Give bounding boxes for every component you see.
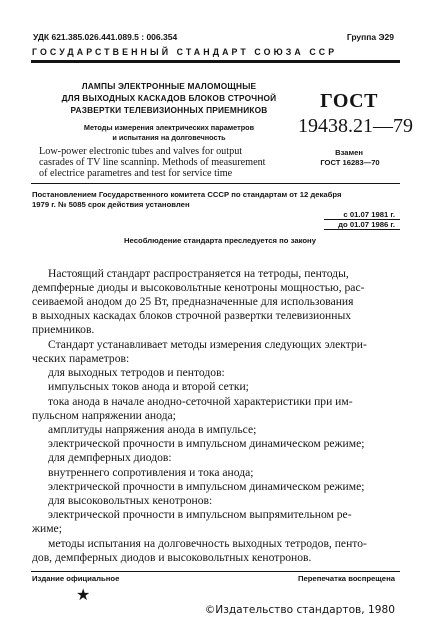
title-line-1: ЛАМПЫ ЭЛЕКТРОННЫЕ МАЛОМОЩНЫЕ xyxy=(81,81,257,91)
udk-code: УДК 621.385.026.441.089.5 : 006.354 xyxy=(33,32,178,42)
body-line: для высоковольтных кенотронов: xyxy=(48,494,213,507)
body-line: демпферные диоды и высоковольтные кенотроны мощностью, рас- xyxy=(32,281,365,294)
star-icon: ★ xyxy=(76,585,91,604)
state-standard-heading: ГОСУДАРСТВЕННЫЙ СТАНДАРТ СОЮЗА ССР xyxy=(32,47,338,57)
group-code: Группа Э29 xyxy=(346,32,394,42)
body-line: ческих параметров: xyxy=(32,352,130,365)
title-rule xyxy=(31,183,400,184)
body-line: Стандарт устанавливает методы измерения следующих электри- xyxy=(48,338,367,351)
body-line: пульсном напряжении анода; xyxy=(32,409,176,422)
english-title-line-3: of electrice parametres and test for service time xyxy=(39,168,233,179)
body-line: в выходных каскадах блоков строчной развертки телевизионных xyxy=(32,309,352,322)
english-title-line-2: casrades of TV line scanninp. Methods of measurement xyxy=(39,157,266,168)
body-line: для демпферных диодов: xyxy=(48,451,172,464)
body-line: электрической прочности в импульсном динамическом режиме; xyxy=(48,437,365,450)
body-line: дов, демпферных диодов и высоковольтных кенотронов. xyxy=(32,551,312,564)
english-title-line-1: Low-power electronic tubes and valves for output xyxy=(39,146,243,157)
body-line: сеиваемой анодом до 25 Вт, предназначенные для использования xyxy=(32,295,354,308)
approval-line-1: Постановлением Государственного комитета СССР по стандартам от 12 декабря xyxy=(32,190,342,199)
body-line: импульсных токов анода и второй сетки; xyxy=(48,380,249,393)
body-line: жиме; xyxy=(32,522,62,535)
subtitle-line-1: Методы измерения электрических параметров xyxy=(83,123,255,132)
body-line: амплитуды напряжения анода в импульсе; xyxy=(48,423,257,436)
approval-line-2: 1979 г. № 5085 срок действия установлен xyxy=(32,200,190,209)
body-line: электрической прочности в импульсном динамическом режиме; xyxy=(48,480,365,493)
subtitle-line-2: и испытания на долговечность xyxy=(112,133,226,142)
body-line: Настоящий стандарт распространяется на тетроды, пентоды, xyxy=(48,267,349,280)
body-line: внутреннего сопротивления и тока анода; xyxy=(48,466,254,479)
legal-warning: Несоблюдение стандарта преследуется по закону xyxy=(124,236,316,245)
date-to-underline xyxy=(324,229,400,230)
footer-rule xyxy=(31,571,400,572)
replaces-value: ГОСТ 16283—70 xyxy=(320,158,380,167)
title-line-3: РАЗВЕРТКИ ТЕЛЕВИЗИОННЫХ ПРИЕМНИКОВ xyxy=(70,105,268,115)
body-line: приемников. xyxy=(32,323,95,336)
body-line: тока анода в начале анодно-сеточной характеристики при им- xyxy=(48,395,353,408)
body-line: электрической прочности в импульсном выпрямительном ре- xyxy=(48,508,352,521)
gost-number: 19438.21—79 xyxy=(298,115,413,137)
body-line: для выходных тетродов и пентодов: xyxy=(48,366,225,379)
date-to: до 01.07 1986 г. xyxy=(338,220,395,229)
header-rule xyxy=(31,60,400,63)
date-from: с 01.07 1981 г. xyxy=(343,210,395,219)
replaces-label: Взамен xyxy=(335,148,363,157)
gost-label: ГОСТ xyxy=(320,90,378,112)
reprint-prohibited-note: Перепечатка воспрещена xyxy=(297,574,395,583)
title-line-2: ДЛЯ ВЫХОДНЫХ КАСКАДОВ БЛОКОВ СТРОЧНОЙ xyxy=(61,93,277,103)
publisher-copyright: ©Издательство стандартов, 1980 xyxy=(204,604,395,616)
body-line: методы испытания на долговечность выходных тетродов, пенто- xyxy=(48,537,367,550)
official-edition-note: Издание официальное xyxy=(32,574,120,583)
